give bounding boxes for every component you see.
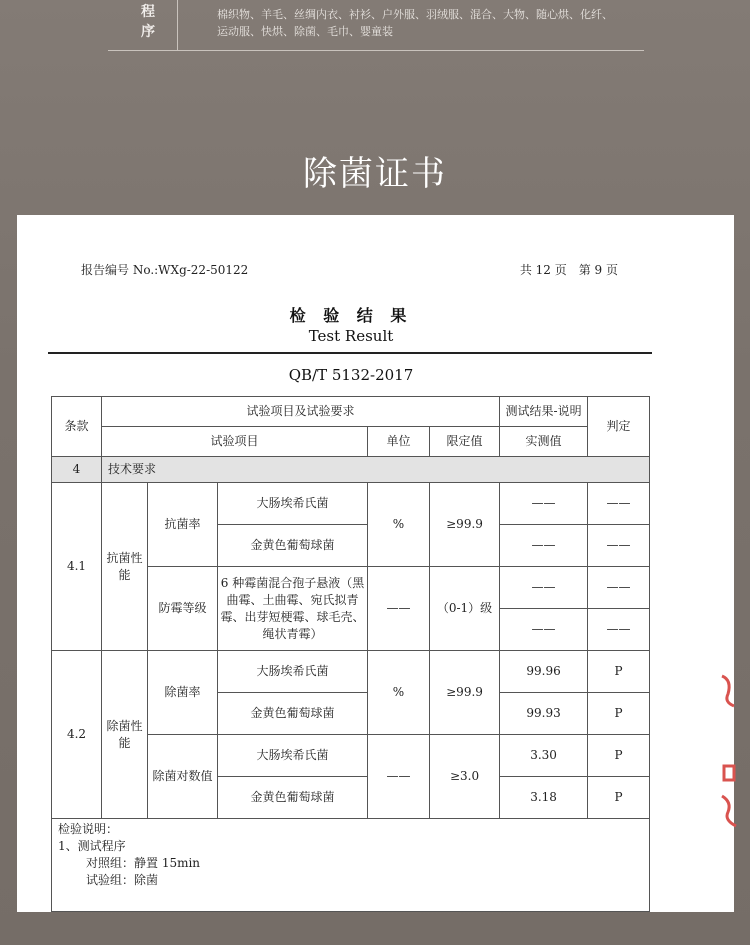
- program-list: 棉织物、羊毛、丝绸内衣、衬衫、户外服、羽绒服、混合、大物、随心烘、化纤、运动服、快烘、除菌、毛巾、婴童装: [217, 8, 613, 38]
- section-title: 技术要求: [102, 457, 650, 483]
- seal-mark-icon: [718, 668, 742, 828]
- notes-line-2: 对照组：静置 15min: [86, 856, 201, 870]
- red-seal-fragment: [718, 668, 742, 828]
- value-cell: 3.30: [500, 735, 588, 777]
- header-limit: 限定值: [430, 427, 500, 457]
- group-name: 抗菌性能: [102, 483, 148, 651]
- header-row-1: [52, 397, 650, 427]
- unit-cell: ——: [368, 567, 430, 651]
- value-cell: 99.96: [500, 651, 588, 693]
- result-title-cn: 检 验 结 果: [289, 306, 413, 325]
- group-name: 除菌性能: [102, 651, 148, 819]
- group-no: 4.2: [52, 651, 102, 819]
- value-cell: 99.93: [500, 693, 588, 735]
- top-horizontal-divider: [108, 50, 644, 51]
- subgroup-name: 抗菌率: [148, 483, 218, 567]
- top-vertical-divider: [177, 0, 178, 50]
- verdict-cell: P: [588, 735, 650, 777]
- organism-cell: 金黄色葡萄球菌: [218, 525, 368, 567]
- header-test-item: 试验项目: [102, 427, 368, 457]
- header-result-note: 测试结果-说明: [500, 397, 588, 427]
- limit-cell: ≥99.9: [430, 483, 500, 567]
- program-label: 程序: [141, 4, 155, 40]
- table-row: [52, 651, 650, 693]
- limit-cell: ≥3.0: [430, 735, 500, 819]
- organism-cell: 大肠埃希氏菌: [218, 483, 368, 525]
- verdict-cell: P: [588, 777, 650, 819]
- notes-row: [52, 819, 650, 912]
- subgroup-name: 除菌率: [148, 651, 218, 735]
- header-unit: 单位: [368, 427, 430, 457]
- unit-cell: %: [368, 483, 430, 567]
- standard-code: QB/T 5132-2017: [288, 366, 414, 384]
- header-measured: 实测值: [500, 427, 588, 457]
- value-cell: ——: [500, 525, 588, 567]
- limit-cell: ≥99.9: [430, 651, 500, 735]
- result-title-en: Test Result: [308, 327, 394, 345]
- notes-line-1: 1、测试程序: [58, 839, 126, 853]
- certificate-document: [17, 215, 734, 912]
- subgroup-name: 防霉等级: [148, 567, 218, 651]
- section-row: [52, 457, 650, 483]
- value-cell: ——: [500, 609, 588, 651]
- verdict-cell: P: [588, 693, 650, 735]
- value-cell: ——: [500, 483, 588, 525]
- unit-cell: ——: [368, 735, 430, 819]
- result-table: [51, 396, 650, 912]
- verdict-cell: ——: [588, 567, 650, 609]
- header-row-2: [52, 427, 650, 457]
- organism-cell: 大肠埃希氏菌: [218, 735, 368, 777]
- page-heading: 除菌证书: [303, 154, 447, 194]
- organism-cell: 金黄色葡萄球菌: [218, 777, 368, 819]
- header-items-req: 试验项目及试验要求: [102, 397, 500, 427]
- organism-cell: 金黄色葡萄球菌: [218, 693, 368, 735]
- organism-cell: 6 种霉菌混合孢子悬液（黑曲霉、土曲霉、宛氏拟青霉、出芽短梗霉、球毛壳、绳状青霉）: [218, 567, 368, 651]
- verdict-cell: ——: [588, 609, 650, 651]
- notes-line-3: 试验组：除菌: [86, 873, 159, 887]
- group-no: 4.1: [52, 483, 102, 651]
- title-rule: [48, 352, 652, 354]
- organism-cell: 大肠埃希氏菌: [218, 651, 368, 693]
- notes-title: 检验说明：: [58, 822, 119, 836]
- report-number: 报告编号 No.:WXg-22-50122: [81, 263, 249, 277]
- page-count: 共 12 页 第 9 页: [519, 263, 618, 277]
- table-row: [52, 483, 650, 525]
- notes-cell: [52, 819, 650, 912]
- subgroup-name: 除菌对数值: [148, 735, 218, 819]
- section-no: 4: [52, 457, 102, 483]
- header-clause: 条款: [52, 397, 102, 457]
- limit-cell: （0-1）级: [430, 567, 500, 651]
- verdict-cell: ——: [588, 525, 650, 567]
- header-verdict: 判定: [588, 397, 650, 457]
- unit-cell: %: [368, 651, 430, 735]
- value-cell: ——: [500, 567, 588, 609]
- verdict-cell: P: [588, 651, 650, 693]
- verdict-cell: ——: [588, 483, 650, 525]
- value-cell: 3.18: [500, 777, 588, 819]
